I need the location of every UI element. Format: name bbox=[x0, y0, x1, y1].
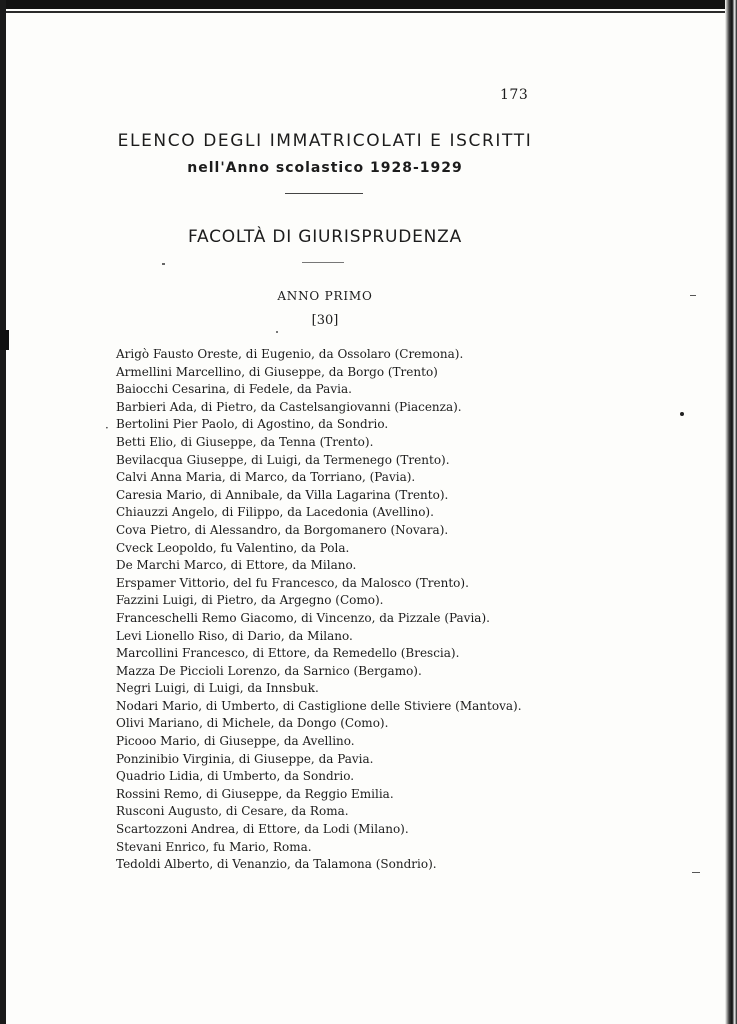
student-entry: Fazzini Luigi, di Pietro, da Argegno (Como). bbox=[116, 593, 384, 608]
student-entry: Negri Luigi, di Luigi, da Innsbuk. bbox=[116, 681, 319, 696]
student-entry: Bevilacqua Giuseppe, di Luigi, da Termenego (Trento). bbox=[116, 452, 450, 467]
student-entry: Cveck Leopoldo, fu Valentino, da Pola. bbox=[116, 540, 350, 555]
scan-left-notch bbox=[0, 330, 9, 350]
scan-speck bbox=[680, 412, 684, 416]
student-entry: Nodari Mario, di Umberto, di Castiglione delle Stiviere (Mantova). bbox=[116, 698, 522, 713]
student-entry: Cova Pietro, di Alessandro, da Borgomanero (Novara). bbox=[116, 522, 449, 537]
scan-right-edge bbox=[725, 0, 737, 1024]
student-entry: Mazza De Piccioli Lorenzo, da Sarnico (Bergamo). bbox=[116, 663, 422, 678]
page-title: ELENCO DEGLI IMMATRICOLATI E ISCRITTI bbox=[117, 131, 533, 151]
student-entry: Tedoldi Alberto, di Venanzio, da Talamona (Sondrio). bbox=[116, 857, 437, 872]
year-heading: ANNO PRIMO bbox=[277, 289, 373, 303]
student-entry: Rusconi Augusto, di Cesare, da Roma. bbox=[116, 804, 349, 819]
student-entry: Caresia Mario, di Annibale, da Villa Lagarina (Trento). bbox=[116, 487, 449, 502]
scan-speck bbox=[276, 331, 278, 333]
student-entry: Quadrio Lidia, di Umberto, da Sondrio. bbox=[116, 769, 355, 784]
scan-speck bbox=[690, 295, 696, 296]
student-entry: Chiauzzi Angelo, di Filippo, da Lacedonia (Avellino). bbox=[116, 505, 434, 520]
scan-speck bbox=[162, 263, 165, 265]
student-entry: Armellini Marcellino, di Giuseppe, da Borgo (Trento) bbox=[116, 364, 438, 379]
title-divider bbox=[285, 193, 363, 194]
student-entry: De Marchi Marco, di Ettore, da Milano. bbox=[116, 558, 357, 573]
scan-left-edge bbox=[0, 0, 6, 1024]
student-entry: Scartozzoni Andrea, di Ettore, da Lodi (Milano). bbox=[116, 822, 409, 837]
student-entry: Calvi Anna Maria, di Marco, da Torriano, (Pavia). bbox=[116, 470, 416, 485]
margin-mark: · bbox=[105, 421, 109, 435]
faculty-divider bbox=[302, 262, 344, 263]
student-entry: Franceschelli Remo Giacomo, di Vincenzo, da Pizzale (Pavia). bbox=[116, 610, 490, 625]
student-entry: Betti Elio, di Giuseppe, da Tenna (Trento). bbox=[116, 434, 374, 449]
page-subtitle: nell'Anno scolastico 1928-1929 bbox=[187, 160, 463, 176]
student-entry: Ponzinibio Virginia, di Giuseppe, da Pavia. bbox=[116, 751, 374, 766]
student-entry: Levi Lionello Riso, di Dario, da Milano. bbox=[116, 628, 353, 643]
scan-top-border-line bbox=[0, 11, 737, 13]
student-list bbox=[116, 346, 586, 874]
student-entry: Bertolini Pier Paolo, di Agostino, da Sondrio. bbox=[116, 417, 389, 432]
student-entry: Barbieri Ada, di Pietro, da Castelsangiovanni (Piacenza). bbox=[116, 399, 462, 414]
student-entry: Olivi Mariano, di Michele, da Dongo (Como). bbox=[116, 716, 389, 731]
student-entry: Erspamer Vittorio, del fu Francesco, da Malosco (Trento). bbox=[116, 575, 469, 590]
student-entry: Arigò Fausto Oreste, di Eugenio, da Ossolaro (Cremona). bbox=[116, 347, 464, 361]
student-count: [30] bbox=[311, 313, 339, 328]
faculty-heading: FACOLTÀ DI GIURISPRUDENZA bbox=[187, 227, 463, 247]
scan-top-border bbox=[0, 0, 737, 9]
page-number: 173 bbox=[500, 87, 529, 103]
scan-speck bbox=[692, 872, 700, 873]
student-entry: Rossini Remo, di Giuseppe, da Reggio Emilia. bbox=[116, 786, 394, 801]
student-entry: Baiocchi Cesarina, di Fedele, da Pavia. bbox=[116, 382, 352, 397]
student-entry: Marcollini Francesco, di Ettore, da Remedello (Brescia). bbox=[116, 646, 460, 661]
student-entry: Picooo Mario, di Giuseppe, da Avellino. bbox=[116, 734, 355, 749]
student-entry: Stevani Enrico, fu Mario, Roma. bbox=[116, 839, 312, 854]
